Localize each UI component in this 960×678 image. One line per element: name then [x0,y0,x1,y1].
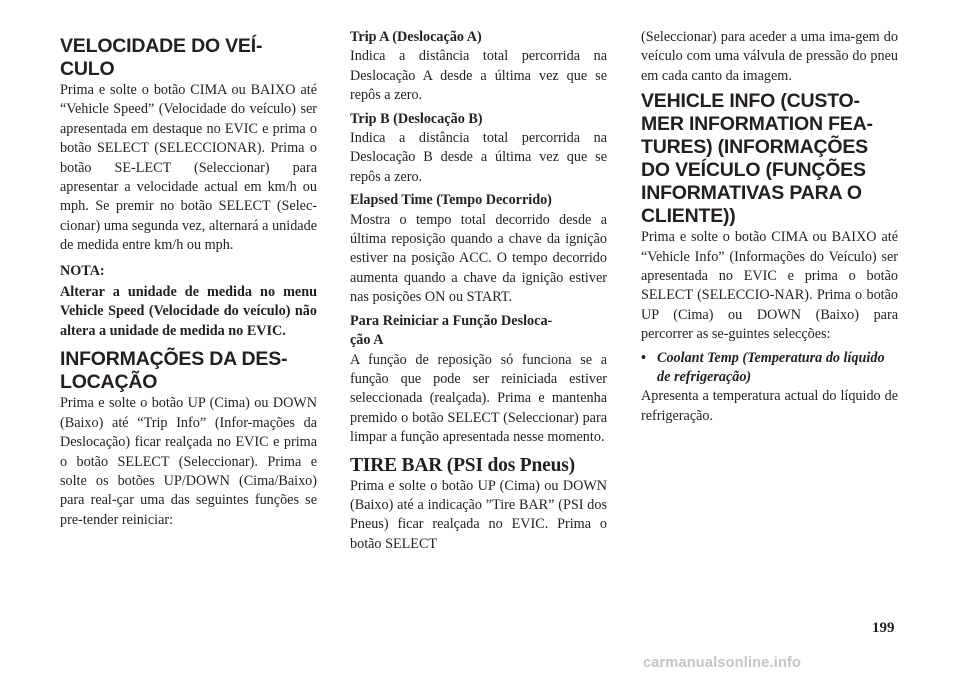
subheading-elapsed-time: Elapsed Time (Tempo Decorrido) [350,192,552,209]
heading-vehicle-speed: VELOCIDADE DO VEÍ- CULO [60,35,263,80]
bullet-dot-icon: • [641,349,646,366]
paragraph-coolant-temp: Apresenta a temperatura actual do líquido de refrigeração. [641,388,898,424]
paragraph-trip-a: Indica a distância total percorrida na Deslocação A desde a última vez que se repôs a zero. [350,48,607,104]
note-text: Alterar a unidade de medida no menu Vehicle Speed (Velocidade do veículo) não altera a unidade de medida no EVIC. [60,284,317,339]
paragraph-tire-bar-continued: (Seleccionar) para aceder a uma ima-gem do veículo com uma válvula de pressão do pneu em cada canto da imagem. [641,29,898,84]
subheading-reset-trip-a: Para Reiniciar a Função Desloca- ção A [350,312,553,349]
page-number: 199 [872,620,895,636]
paragraph-elapsed-time: Mostra o tempo total decorrido desde a última reposição quando a chave da ignição estiver na posição ACC. O tempo decorrido aumenta quando a chave da ignição estiver nas posições ON ou START. [350,211,607,306]
watermark: carmanualsonline.info [643,655,802,671]
paragraph-vehicle-info: Prima e solte o botão CIMA ou BAIXO até “Vehicle Info” (Informações do Veículo) ser apresentada no EVIC e prima o botão SELECT (SELECCIO-NAR). Prima o botão UP (Cima) ou DOWN (Baixo) para percorrer as se-guintes selecções: [641,229,898,343]
column-3 [641,28,898,430]
paragraph-tire-bar: Prima e solte o botão UP (Cima) ou DOWN (Baixo) até a indicação ”Tire BAR” (PSI dos Pneus) ficar realçada no EVIC. Prima o botão SELECT [350,477,607,552]
note-label: NOTA: [60,262,105,279]
paragraph-reset-trip-a: A função de reposição só funciona se a função que pode ser reiniciada estiver seleccionada (realçada). Prima e mantenha premido o botão SELECT (Seleccionar) para limpar a função apresentada nesse momento. [350,351,607,446]
column-2 [350,28,607,558]
paragraph-trip-info: Prima e solte o botão UP (Cima) ou DOWN (Baixo) até “Trip Info” (Infor-mações da Deslocação) ficar realçada no EVIC e prima o botão SELECT (Seleccionar). Prima e solte os botões UP/DOWN (Cima/Baixo) para real-çar uma das seguintes funções se pre-tender reiniciar: [60,395,317,528]
heading-trip-info: INFORMAÇÕES DA DES- LOCAÇÃO [60,348,288,394]
heading-tire-bar: TIRE BAR (PSI dos Pneus) [350,454,575,476]
paragraph-trip-b: Indica a distância total percorrida na Deslocação B desde a última vez que se repôs a zero. [350,130,607,185]
column-1 [60,28,317,534]
subheading-trip-b: Trip B (Deslocação B) [350,110,483,127]
bullet-coolant-label: Coolant Temp (Temperatura do líquido de refrigeração) [657,349,885,386]
heading-vehicle-info: VEHICLE INFO (CUSTO- MER INFORMATION FEA- TURES) (INFORMAÇÕES DO VEÍCULO (FUNÇÕES INFORMATIVAS PARA O CLIENTE)) [641,90,873,228]
subheading-trip-a: Trip A (Deslocação A) [350,29,482,45]
paragraph-vehicle-speed: Prima e solte o botão CIMA ou BAIXO até “Vehicle Speed” (Velocidade do veículo) ser apresentada em destaque no EVIC e prima o botão SELECT (SELECCIONAR). Prima o botão SE-LECT (Seleccionar) para apresentar a velocidade actual em km/h ou mph. Se premir no botão SELECT (Selec-cionar) uma segunda vez, alternará a unidade de medida entre km/h ou mph. [60,82,317,254]
bullet-coolant-temp [641,349,898,388]
